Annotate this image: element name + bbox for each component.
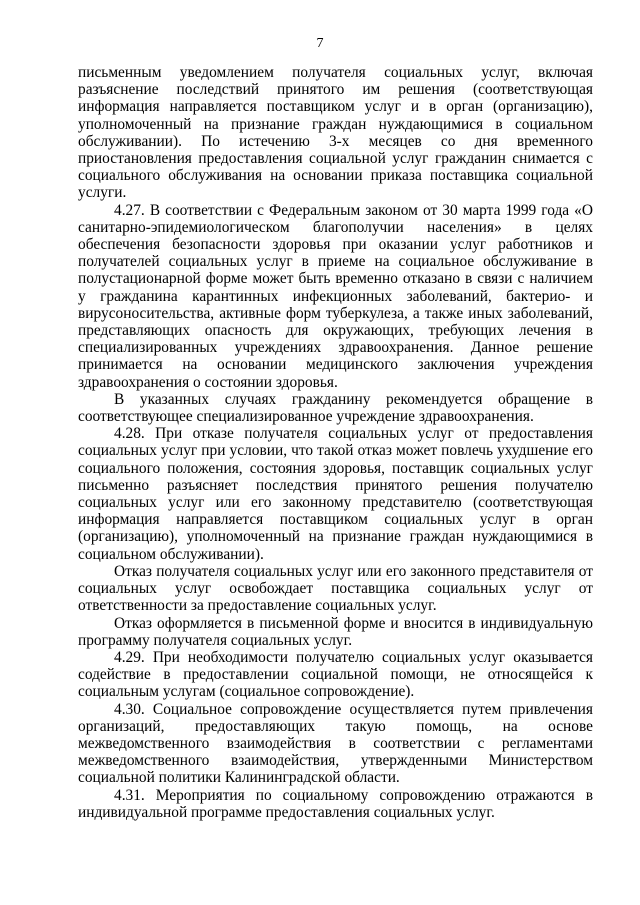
paragraph-4-31: 4.31. Мероприятия по социальному сопровождению отражаются в индивидуальной программе предоставления социальных услуг. bbox=[78, 786, 593, 821]
paragraph-recommendation: В указанных случаях гражданину рекомендуется обращение в соответствующее специализированное учреждение здравоохранения. bbox=[78, 390, 593, 426]
paragraph-4-30: 4.30. Социальное сопровождение осуществляется путем привлечения организаций, предоставляющих такую помощь, на основе межведомственного взаимодействия в соответствии с регламентами межведомственного взаимодействия, утвержденными Министерством социальной политики Калининградской области. bbox=[78, 700, 593, 787]
paragraph-continuation: письменным уведомлением получателя социальных услуг, включая разъяснение последствий принятого им решения (соответствующая информация направляется поставщиком услуг и в орган (организацию), уполномоченный на признание граждан нуждающимися в социальном обслуживании). По истечению 3-х месяцев со дня временного приостановления предоставления социальной услуг гражданин снимается с социального обслуживания на основании приказа поставщика социальной услуги. bbox=[78, 64, 593, 202]
paragraph-4-29: 4.29. При необходимости получателю социальных услуг оказывается содействие в предоставлении социальной помощи, не относящейся к социальным услугам (социальное сопровождение). bbox=[78, 648, 593, 701]
paragraph-4-27: 4.27. В соответствии с Федеральным законом от 30 марта 1999 года «О санитарно-эпидемиологическом благополучии населения» в целях обеспечения безопасности здоровья при оказании услуг работников и получателей социальных услуг в приеме на социальное обслуживание в полустационарной форме может быть временно отказано в связи с наличием у гражданина карантинных инфекционных заболеваний, бактерио- и вирусоносительства, активные форм туберкулеза, а также иных заболеваний, представляющих опасность для окружающих, требующих лечения в специализированных учреждениях здравоохранения. Данное решение принимается на основании медицинского заключения учреждения здравоохранения о состоянии здоровья. bbox=[78, 201, 593, 391]
paragraph-refusal-liability: Отказ получателя социальных услуг или его законного представителя от социальных услуг освобождает поставщика социальных услуг от ответственности за предоставление социальных услуг. bbox=[78, 562, 593, 615]
page-number: 7 bbox=[316, 36, 324, 51]
document-body bbox=[78, 64, 593, 821]
paragraph-refusal-form: Отказ оформляется в письменной форме и вносится в индивидуальную программу получателя социальных услуг. bbox=[78, 614, 593, 649]
paragraph-4-28: 4.28. При отказе получателя социальных услуг от предоставления социальных услуг при условии, что такой отказ может повлечь ухудшение его социального положения, состояния здоровья, поставщик социальных услуг письменно разъясняет последствия принятого решения получателю социальных услуг или его законному представителю (соответствующая информация направляется поставщиком социальных услуг в орган (организацию), уполномоченный на признание граждан нуждающимися в социальном обслуживании). bbox=[78, 425, 593, 563]
